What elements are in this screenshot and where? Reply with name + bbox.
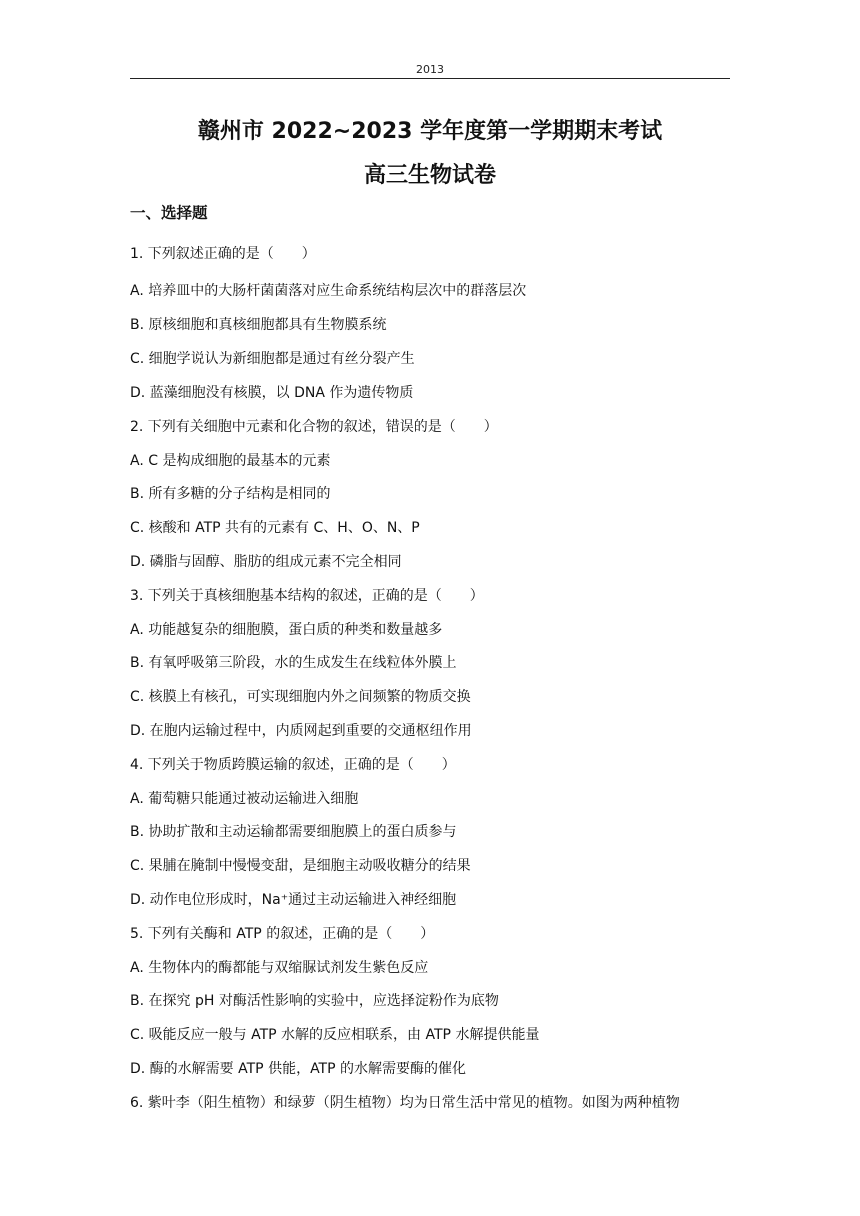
answer-option: A. 培养皿中的大肠杆菌菌落对应生命系统结构层次中的群落层次 xyxy=(130,283,527,299)
answer-option: D. 磷脂与固醇、脂肪的组成元素不完全相同 xyxy=(130,554,402,570)
question-stem: 3. 下列关于真核细胞基本结构的叙述，正确的是（ ） xyxy=(130,588,484,604)
answer-option: A. 生物体内的酶都能与双缩脲试剂发生紫色反应 xyxy=(130,960,429,976)
answer-option: C. 果脯在腌制中慢慢变甜，是细胞主动吸收糖分的结果 xyxy=(130,858,471,874)
answer-option: D. 在胞内运输过程中，内质网起到重要的交通枢纽作用 xyxy=(130,723,472,739)
answer-option: C. 细胞学说认为新细胞都是通过有丝分裂产生 xyxy=(130,351,415,367)
answer-option: C. 核膜上有核孔，可实现细胞内外之间频繁的物质交换 xyxy=(130,689,471,705)
answer-option: C. 吸能反应一般与 ATP 水解的反应相联系，由 ATP 水解提供能量 xyxy=(130,1027,540,1043)
answer-option: B. 原核细胞和真核细胞都具有生物膜系统 xyxy=(130,317,387,333)
answer-option: D. 酶的水解需要 ATP 供能，ATP 的水解需要酶的催化 xyxy=(130,1061,466,1077)
answer-option: A. 功能越复杂的细胞膜，蛋白质的种类和数量越多 xyxy=(130,622,443,638)
answer-option: D. 蓝藻细胞没有核膜，以 DNA 作为遗传物质 xyxy=(130,385,414,401)
question-stem: 6. 紫叶李（阳生植物）和绿萝（阴生植物）均为日常生活中常见的植物。如图为两种植物 xyxy=(130,1095,680,1111)
answer-option: A. 葡萄糖只能通过被动运输进入细胞 xyxy=(130,791,359,807)
exam-subtitle: 高三生物试卷 xyxy=(363,163,496,188)
answer-option: D. 动作电位形成时，Na⁺通过主动运输进入神经细胞 xyxy=(130,892,457,908)
section-heading: 一、选择题 xyxy=(130,204,208,222)
header-divider xyxy=(130,78,730,79)
question-stem: 2. 下列有关细胞中元素和化合物的叙述，错误的是（ ） xyxy=(130,419,498,435)
answer-option: A. C 是构成细胞的最基本的元素 xyxy=(130,453,331,469)
answer-option: B. 所有多糖的分子结构是相同的 xyxy=(130,486,331,502)
answer-option: C. 核酸和 ATP 共有的元素有 C、H、O、N、P xyxy=(130,520,420,536)
answer-option: B. 在探究 pH 对酶活性影响的实验中，应选择淀粉作为底物 xyxy=(130,993,499,1009)
question-stem: 1. 下列叙述正确的是（ ） xyxy=(130,246,316,262)
question-stem: 5. 下列有关酶和 ATP 的叙述，正确的是（ ） xyxy=(130,926,435,942)
exam-title: 赣州市 2022~2023 学年度第一学期期末考试 xyxy=(197,119,663,144)
answer-option: B. 协助扩散和主动运输都需要细胞膜上的蛋白质参与 xyxy=(130,824,457,840)
answer-option: B. 有氧呼吸第三阶段，水的生成发生在线粒体外膜上 xyxy=(130,655,457,671)
page-header-number: 2013 xyxy=(416,63,444,76)
question-stem: 4. 下列关于物质跨膜运输的叙述，正确的是（ ） xyxy=(130,757,456,773)
